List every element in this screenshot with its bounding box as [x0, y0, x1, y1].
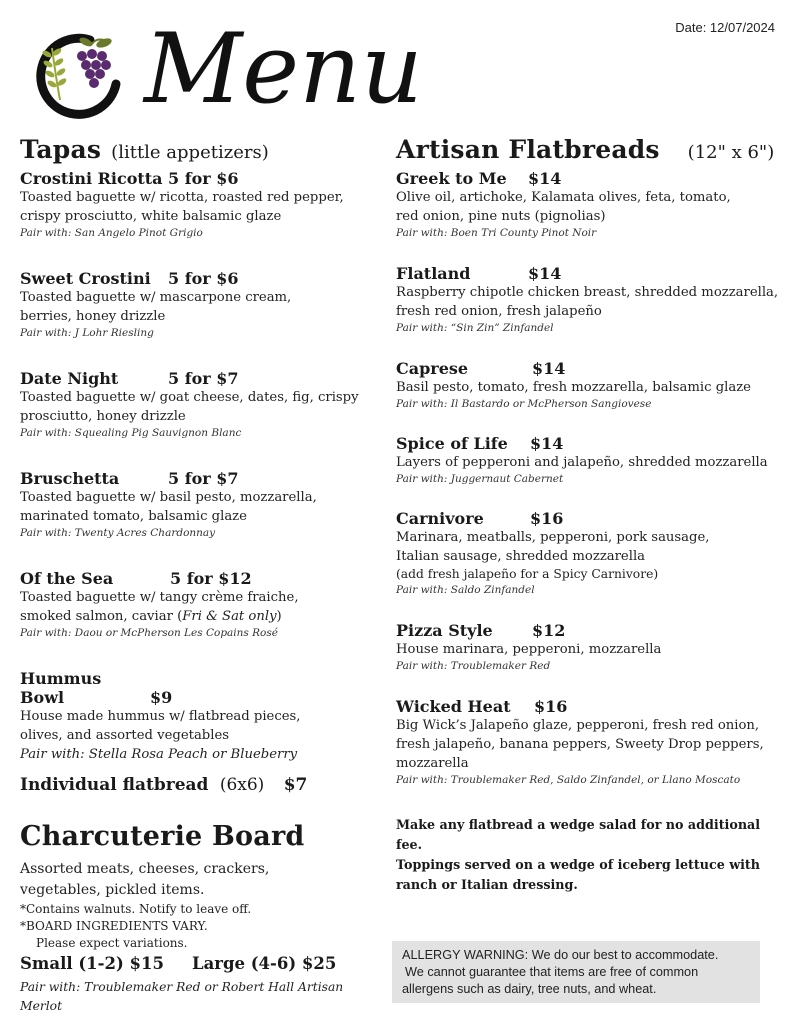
large-board-price: Large (4-6) $25 — [191, 954, 337, 973]
charcuterie-note: *BOARD INGREDIENTS VARY. — [20, 919, 208, 933]
item-price: 5 for $12 — [170, 569, 252, 588]
wedge-salad-note: Make any flatbread a wedge salad for no additional fee. Toppings served on a wedge of iceberg lettuce with ranch or Italian dressing. — [396, 817, 761, 892]
menu-title-script — [140, 10, 450, 130]
allergy-line: We cannot guarantee that items are free of common — [405, 965, 699, 979]
item-desc: red onion, pine nuts (pignolias) — [396, 209, 606, 224]
item-name: Crostini Ricotta — [20, 169, 163, 188]
individual-name: Individual flatbread — [20, 775, 209, 795]
item-name: Carnivore — [396, 509, 484, 528]
item-desc: Toasted baguette w/ ricotta, roasted red pepper, — [20, 190, 344, 205]
item-desc: fresh jalapeño, banana peppers, Sweety Drop peppers, — [396, 737, 764, 752]
item-desc: Raspberry chipotle chicken breast, shredded mozzarella, — [396, 285, 779, 300]
left-column — [20, 135, 385, 1016]
item-desc: Toasted baguette w/ mascarpone cream, — [20, 290, 292, 305]
item-extra: (add fresh jalapeño for a Spicy Carnivore) — [396, 567, 659, 581]
item-desc: Toasted baguette w/ tangy crème fraiche, — [20, 590, 299, 605]
flatbread-item — [396, 264, 781, 359]
flatbread-item — [396, 509, 781, 621]
grapes-icon — [77, 36, 113, 88]
tapas-item — [20, 169, 385, 269]
allergy-line: allergens such as dairy, tree nuts, and wheat. — [402, 982, 657, 996]
tapas-item — [20, 369, 385, 469]
item-desc: fresh red onion, fresh jalapeño — [396, 304, 602, 319]
item-desc: crispy prosciutto, white balsamic glaze — [20, 209, 282, 224]
allergy-line: ALLERGY WARNING: We do our best to accommodate. — [402, 948, 719, 962]
item-desc: Italian sausage, shredded mozzarella — [396, 549, 646, 564]
wine-pairing: Pair with: Il Bastardo or McPherson Sangiovese — [396, 398, 652, 410]
item-desc: Toasted baguette w/ goat cheese, dates, fig, crispy — [20, 390, 359, 405]
allergy-warning — [392, 941, 760, 1003]
item-desc: Basil pesto, tomato, fresh mozzarella, balsamic glaze — [396, 380, 751, 395]
wine-pairing: Pair with: Juggernaut Cabernet — [396, 473, 564, 485]
item-price: $9 — [150, 688, 173, 707]
flatbreads-title: Artisan Flatbreads — [396, 135, 660, 164]
individual-flatbread — [20, 775, 385, 821]
flatbread-item — [396, 434, 781, 509]
item-desc: Marinara, meatballs, pepperoni, pork sausage, — [396, 530, 710, 545]
item-name: Spice of Life — [396, 434, 508, 453]
item-name: Sweet Crostini — [20, 269, 151, 288]
wine-pairing: Pair with: Troublemaker Red or Robert Hall Artisan Merlot — [20, 980, 344, 1013]
tapas-item — [20, 669, 385, 775]
wine-pairing: Pair with: Squealing Pig Sauvignon Blanc — [20, 427, 242, 439]
charcuterie-prices — [20, 954, 385, 978]
item-price: $14 — [528, 169, 562, 188]
wine-pairing: Pair with: Troublemaker Red — [396, 660, 551, 672]
tapas-item — [20, 569, 385, 669]
individual-price: $7 — [283, 775, 308, 795]
item-name: Hummus Bowl — [20, 669, 102, 707]
item-name: Bruschetta — [20, 469, 120, 488]
wine-pairing: Pair with: Troublemaker Red, Saldo Zinfandel, or Llano Moscato — [396, 774, 741, 786]
tapas-item — [20, 469, 385, 569]
item-price: 5 for $7 — [168, 369, 239, 388]
item-price: 5 for $6 — [168, 169, 239, 188]
wine-pairing: Pair with: Daou or McPherson Les Copains Rosé — [20, 627, 278, 639]
item-desc: Olive oil, artichoke, Kalamata olives, feta, tomato, — [396, 190, 731, 205]
flatbread-item — [396, 697, 781, 815]
item-desc: Toasted baguette w/ basil pesto, mozzarella, — [20, 490, 317, 505]
item-desc: olives, and assorted vegetables — [20, 728, 230, 743]
flatbreads-heading — [396, 135, 781, 169]
tapas-heading — [20, 135, 385, 169]
item-desc: prosciutto, honey drizzle — [20, 409, 186, 424]
wine-pairing: Pair with: Twenty Acres Chardonnay — [20, 527, 216, 539]
item-price: $14 — [528, 264, 562, 283]
item-desc: House marinara, pepperoni, mozzarella — [396, 642, 662, 657]
item-price: $16 — [534, 697, 568, 716]
item-name: Date Night — [20, 369, 119, 388]
wine-pairing: Pair with: Saldo Zinfandel — [396, 584, 535, 596]
item-price: 5 for $7 — [168, 469, 239, 488]
charcuterie-desc: Assorted meats, cheeses, crackers, — [20, 861, 270, 877]
charcuterie-note: *Contains walnuts. Notify to leave off. — [20, 902, 252, 916]
item-desc: marinated tomato, balsamic glaze — [20, 509, 247, 524]
item-price: $14 — [532, 359, 566, 378]
item-desc: smoked salmon, caviar (Fri & Sat only) — [20, 609, 282, 624]
flatbreads-subtitle: (12" x 6") — [687, 142, 775, 163]
charcuterie-title: Charcuterie Board — [20, 821, 305, 852]
menu-date: Date: 12/07/2024 — [675, 20, 775, 35]
charcuterie-section — [20, 821, 385, 1016]
charcuterie-note: Please expect variations. — [36, 936, 188, 950]
item-name: Wicked Heat — [396, 697, 511, 716]
tapas-title: Tapas — [20, 135, 102, 164]
item-name: Of the Sea — [20, 569, 114, 588]
item-name: Pizza Style — [396, 621, 493, 640]
tapas-subtitle: (little appetizers) — [111, 142, 269, 163]
small-board-price: Small (1-2) $15 — [20, 954, 164, 973]
item-desc: mozzarella — [396, 756, 469, 771]
item-desc: Big Wick’s Jalapeño glaze, pepperoni, fresh red onion, — [396, 718, 760, 733]
wine-pairing: Pair with: San Angelo Pinot Grigio — [20, 227, 203, 239]
item-price: $12 — [532, 621, 566, 640]
flatbread-item — [396, 359, 781, 434]
wine-pairing: Pair with: “Sin Zin” Zinfandel — [396, 322, 554, 334]
item-desc: House made hummus w/ flatbread pieces, — [20, 709, 301, 724]
item-price: $14 — [530, 434, 564, 453]
right-column — [396, 135, 781, 895]
wine-pairing: Pair with: Stella Rosa Peach or Blueberry — [20, 747, 298, 762]
winery-logo — [30, 28, 126, 124]
item-price: 5 for $6 — [168, 269, 239, 288]
wine-pairing: Pair with: J Lohr Riesling — [20, 327, 154, 339]
menu-title: Menu — [144, 13, 423, 125]
item-price: $16 — [530, 509, 564, 528]
tapas-item — [20, 269, 385, 369]
item-name: Caprese — [396, 359, 469, 378]
item-name: Greek to Me — [396, 169, 507, 188]
individual-size: (6x6) — [219, 775, 265, 795]
wine-pairing: Pair with: Boen Tri County Pinot Noir — [396, 227, 597, 239]
flatbread-item — [396, 169, 781, 264]
item-desc: Layers of pepperoni and jalapeño, shredded mozzarella — [396, 455, 768, 470]
item-name: Flatland — [396, 264, 471, 283]
charcuterie-desc: vegetables, pickled items. — [20, 882, 205, 898]
flatbread-item — [396, 621, 781, 697]
item-desc: berries, honey drizzle — [20, 309, 166, 324]
